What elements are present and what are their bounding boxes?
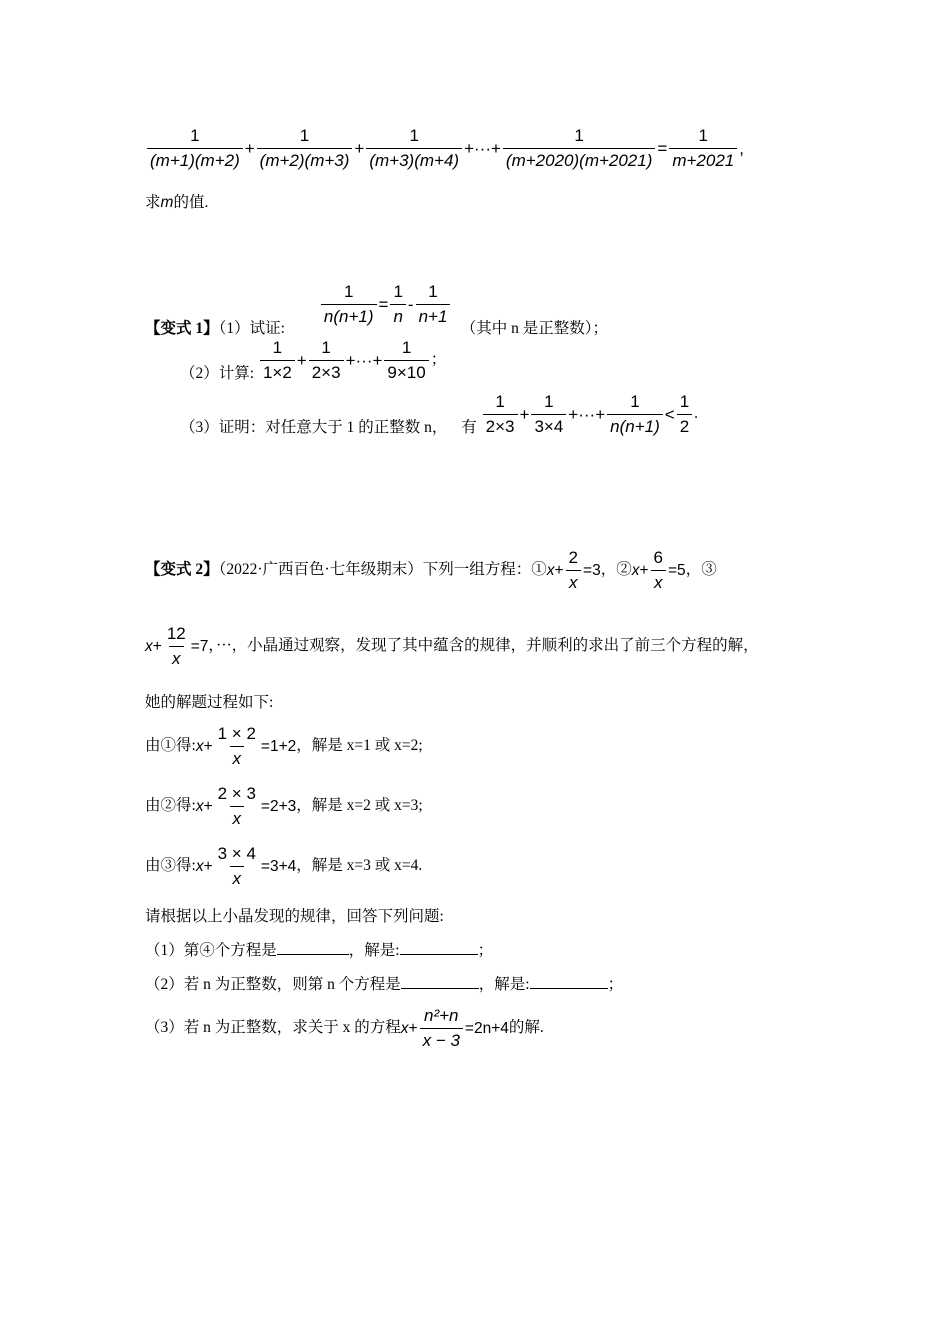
variant2-q1: （1）第④个方程是 ，解是: ； (145, 942, 494, 959)
variant2-intro-last: 她的解题过程如下: (145, 694, 274, 711)
fraction: $\frac{1}{2\times 3}$ (483, 392, 518, 437)
fraction: $\frac{1}{(m+2020)(m+2021)}$ (503, 126, 655, 171)
variant1-part3: （3）证明：对任意大于 1 的正整数 n， 有 $\frac{1}{2\times 3}$ + $\frac{1}{3\times 4}$ +···+ $\frac{1}{n(n+1)}$ < $\frac{1}{2}$ . (180, 392, 699, 437)
answer-blank[interactable] (400, 940, 478, 955)
fraction: $\frac{1}{9\times 10}$ (384, 338, 428, 383)
variant2-step-2: 由②得:x+ $\frac{2 \times 3}{x}$ =2+3，解是 x=2 或 x=3; (145, 784, 423, 828)
fraction: $\frac{1}{n(n+1)}$ (321, 282, 377, 327)
fraction: $\frac{2 \times 3}{x}$ (217, 784, 256, 828)
answer-blank[interactable] (401, 974, 479, 989)
fraction: $\frac{1}{(m+3)(m+4)}$ (366, 126, 462, 171)
variant2-intro: 【变式 2】（2022·广西百色·七年级期末）下列一组方程：①x+ $\frac{2}{x}$ =3，②x+ $\frac{6}{x}$ =5，③ (145, 548, 717, 592)
fraction: $\frac{\text{n²+n}}{x - 3}$ (420, 1006, 463, 1051)
variant2-label: 【变式 2】 (145, 561, 219, 579)
variant2-intro-cont: x+ $\frac{12}{x}$ =7，···，小晶通过观察，发现了其中蕴含的规律，并顺利的求出了前三个方程的解， (145, 624, 759, 668)
variant1-label: 【变式 1】 (145, 320, 219, 337)
top-equation: $\frac{1}{(m+1)(m+2)}$ + $\frac{1}{(m+2)(m+3)}$ + $\frac{1}{(m+3)(m+4)}$ +···+ $\frac{1}{(m+2020)(m+2021)}$ = $\frac{1}{m+2021}$ , (145, 126, 744, 171)
answer-blank[interactable] (530, 974, 608, 989)
fraction: $\frac{1}{(m+2)(m+3)}$ (257, 126, 353, 171)
question-text: 求m的值. (145, 194, 209, 212)
fraction: $\frac{3 \times 4}{x}$ (217, 844, 256, 888)
fraction: $\frac{1}{3\times 4}$ (531, 392, 566, 437)
fraction: $\frac{1}{n}$ (390, 282, 405, 327)
fraction: $\frac{1}{n+1}$ (416, 282, 451, 327)
fraction: $\frac{1}{2\times 3}$ (309, 338, 344, 383)
fraction: $\frac{1}{1\times 2}$ (260, 338, 295, 383)
variant2-q3: （3）若 n 为正整数，求关于 x 的方程x+ $\frac{\text{n²+n}}{x - 3}$ =2n+4的解. (145, 1006, 544, 1050)
variant1-part2: （2）计算: $\frac{1}{1\times 2}$ + $\frac{1}{2\times 3}$ +···+ $\frac{1}{9\times 10}$ ； (180, 338, 447, 383)
variant2-ask: 请根据以上小晶发现的规律，回答下列问题: (145, 908, 444, 925)
fraction: $\frac{1}{n(n+1)}$ (607, 392, 663, 437)
fraction: $\frac{12}{x}$ (166, 624, 186, 668)
fraction: $\frac{6}{x}$ (651, 548, 666, 593)
fraction: $\frac{1}{2}$ (677, 392, 692, 437)
fraction: $\frac{2}{x}$ (566, 548, 581, 593)
variant2-step-3: 由③得:x+ $\frac{3 \times 4}{x}$ =3+4，解是 x=3 或 x=4. (145, 844, 423, 888)
fraction: $\frac{1}{(m+1)(m+2)}$ (147, 126, 243, 171)
variant2-q2: （2）若 n 为正整数，则第 n 个方程是 ，解是: ； (145, 976, 624, 993)
fraction: $\frac{1}{m+2021}$ (669, 126, 737, 171)
variant2-step-1: 由①得:x+ $\frac{1 \times 2}{x}$ =1+2，解是 x=1 或 x=2; (145, 724, 423, 768)
fraction: $\frac{1 \times 2}{x}$ (217, 724, 256, 768)
answer-blank[interactable] (277, 940, 349, 955)
variant1-part1: $\frac{1}{n(n+1)}$ = $\frac{1}{n}$ - $\frac{1}{n+1}$ (145, 282, 452, 327)
variant1-label-line: 【变式 1】（1）试证: （其中 n 是正整数）； (145, 320, 608, 337)
